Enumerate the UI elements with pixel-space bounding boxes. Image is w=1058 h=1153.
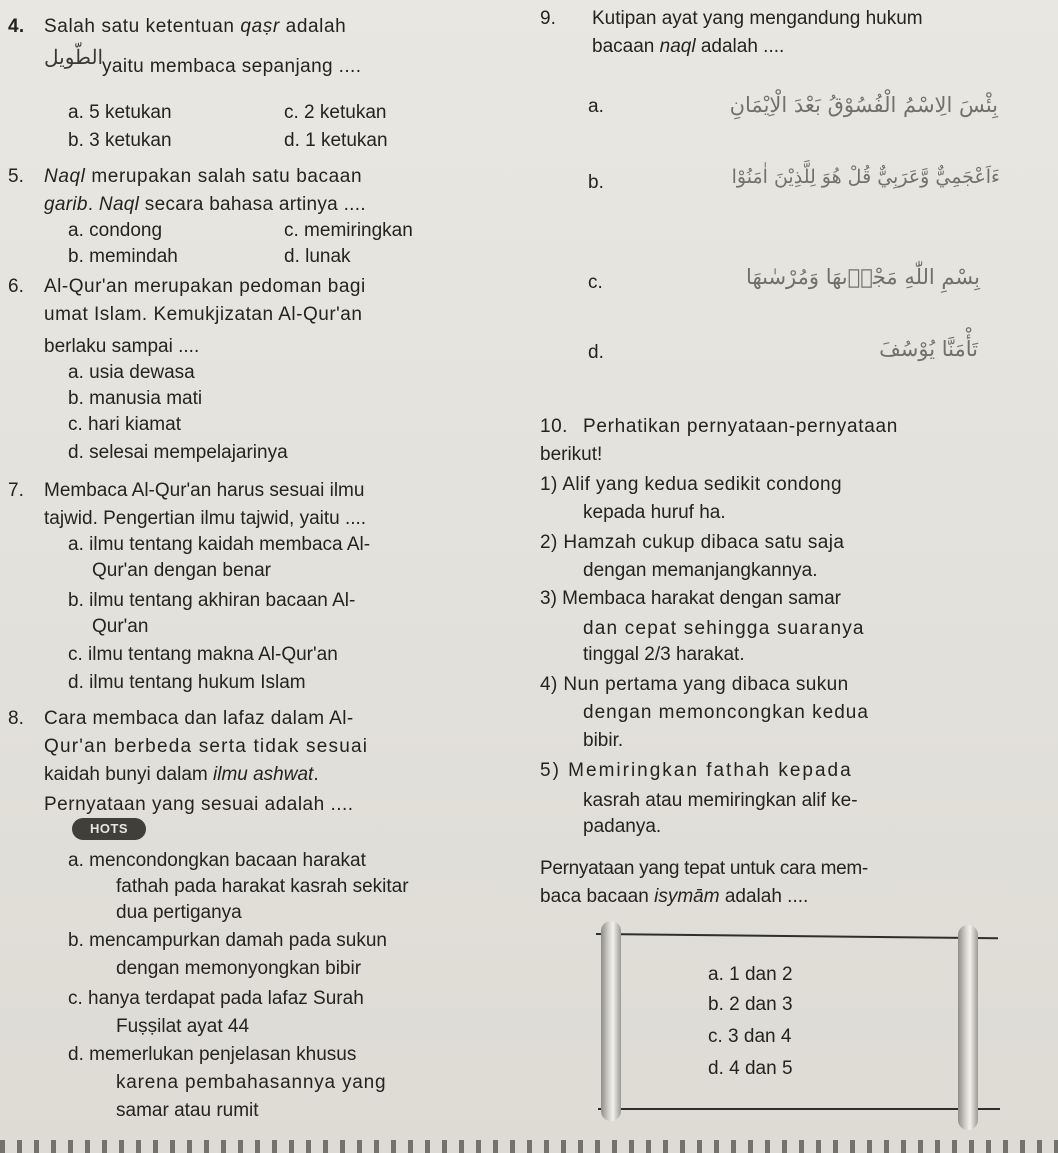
- statement-2-cont: dengan memanjangkannya.: [583, 560, 818, 581]
- option-d: d. selesai mempelajarinya: [68, 442, 288, 463]
- statement-5: 5) Memiringkan fathah kepada: [540, 760, 853, 781]
- option-b: b. mencampurkan damah pada sukun: [68, 930, 387, 951]
- option-d-arabic: تَأْمَنَّا يُوْسُفَ: [879, 337, 978, 361]
- arabic-term: الطّويل: [44, 45, 104, 69]
- scroll-rod-left: [601, 921, 621, 1121]
- statement-5-cont: kasrah atau memiringkan alif ke-: [583, 790, 858, 811]
- question-number: 4.: [8, 16, 25, 37]
- option-c-cont: Fuṣṣilat ayat 44: [116, 1016, 250, 1037]
- option-b: b. ilmu tentang akhiran bacaan Al-: [68, 590, 356, 611]
- question-text: berlaku sampai ....: [44, 336, 200, 357]
- statement-4-cont: dengan memoncongkan kedua: [583, 702, 869, 723]
- option-a: a. usia dewasa: [68, 362, 195, 383]
- option-b-cont: Qur'an: [92, 616, 149, 637]
- option-b-cont: dengan memonyongkan bibir: [116, 958, 362, 979]
- option-d-cont: samar atau rumit: [116, 1100, 259, 1121]
- question-text: bacaan naql adalah ....: [592, 36, 785, 57]
- option-b: b. 2 dan 3: [708, 994, 793, 1015]
- option-a: a. condong: [68, 220, 163, 241]
- question-text: Pernyataan yang tepat untuk cara mem-: [540, 858, 868, 879]
- question-text: Al-Qur'an merupakan pedoman bagi: [44, 276, 366, 297]
- statement-3: 3) Membaca harakat dengan samar: [540, 588, 841, 609]
- question-text: yaitu membaca sepanjang ....: [102, 56, 362, 77]
- statement-1-cont: kepada huruf ha.: [583, 502, 726, 523]
- option-c: c. memiringkan: [284, 220, 413, 241]
- question-text: Naql merupakan salah satu bacaan: [44, 166, 363, 187]
- question-text: kaidah bunyi dalam ilmu ashwat.: [44, 764, 319, 785]
- option-c: c. hari kiamat: [68, 414, 181, 435]
- options-box-top-border: [596, 933, 998, 939]
- option-c: c. 3 dan 4: [708, 1026, 792, 1047]
- option-d: d. 1 ketukan: [284, 130, 388, 151]
- question-text: Cara membaca dan lafaz dalam Al-: [44, 708, 354, 729]
- option-a-cont: dua pertiganya: [116, 902, 242, 923]
- question-number: 8.: [8, 708, 24, 729]
- statement-1: 1) Alif yang kedua sedikit condong: [540, 474, 842, 495]
- question-number: 5.: [8, 166, 24, 187]
- statement-3-cont: dan cepat sehingga suaranya: [583, 618, 865, 639]
- scroll-rod-right: [958, 925, 978, 1130]
- bottom-edge-text-fragment: [0, 1140, 1058, 1153]
- question-text: Perhatikan pernyataan-pernyataan: [583, 416, 898, 437]
- option-c-arabic: بِسْمِ اللّٰهِ مَجْرٖىهَا وَمُرْسٰىهَا: [746, 265, 980, 289]
- option-a: a. ilmu tentang kaidah membaca Al-: [68, 534, 371, 555]
- statement-5-cont: padanya.: [583, 816, 662, 837]
- question-text: tajwid. Pengertian ilmu tajwid, yaitu ....: [44, 508, 367, 529]
- option-b: b.: [588, 172, 604, 193]
- question-text: berikut!: [540, 444, 603, 465]
- option-b: b. memindah: [68, 246, 178, 267]
- option-c: c. hanya terdapat pada lafaz Surah: [68, 988, 364, 1009]
- statement-4-cont: bibir.: [583, 730, 624, 751]
- question-number: 6.: [8, 276, 24, 297]
- option-d: d. lunak: [284, 246, 351, 267]
- question-text: Membaca Al-Qur'an harus sesuai ilmu: [44, 480, 365, 501]
- option-b: b. manusia mati: [68, 388, 203, 409]
- option-a-cont: fathah pada harakat kasrah sekitar: [116, 876, 409, 897]
- question-text: garib. Naql secara bahasa artinya ....: [44, 194, 366, 215]
- option-d: d.: [588, 342, 604, 363]
- question-text: Kutipan ayat yang mengandung hukum: [592, 8, 923, 29]
- statement-2: 2) Hamzah cukup dibaca satu saja: [540, 532, 845, 553]
- options-box-bottom-border: [598, 1108, 1000, 1110]
- option-c: c. ilmu tentang makna Al-Qur'an: [68, 644, 338, 665]
- statement-4: 4) Nun pertama yang dibaca sukun: [540, 674, 849, 695]
- question-text: baca bacaan isymām adalah ....: [540, 886, 809, 907]
- option-c: c. 2 ketukan: [284, 102, 387, 123]
- option-d: d. ilmu tentang hukum Islam: [68, 672, 306, 693]
- option-a: a.: [588, 96, 604, 117]
- option-d: d. memerlukan penjelasan khusus: [68, 1044, 357, 1065]
- option-d-cont: karena pembahasannya yang: [116, 1072, 387, 1093]
- question-number: 9.: [540, 8, 556, 29]
- question-number: 10.: [540, 416, 568, 437]
- statement-3-cont: tinggal 2/3 harakat.: [583, 644, 745, 665]
- option-a: a. 1 dan 2: [708, 964, 793, 985]
- option-a-cont: Qur'an dengan benar: [92, 560, 271, 581]
- option-c: c.: [588, 272, 603, 293]
- question-number: 7.: [8, 480, 24, 501]
- option-a: a. mencondongkan bacaan harakat: [68, 850, 366, 871]
- question-text: Pernyataan yang sesuai adalah ....: [44, 794, 354, 815]
- option-a-arabic: بِئْسَ الِاسْمُ الْفُسُوْقُ بَعْدَ الْاِيْمَانِ: [729, 93, 998, 117]
- question-text: Salah satu ketentuan qaṣr adalah: [44, 16, 347, 37]
- question-text: Qur'an berbeda serta tidak sesuai: [44, 736, 369, 757]
- option-b-arabic: ءَاَعْجَمِيٌّ وَّعَرَبِيٌّ قُلْ هُوَ لِلَّذِيْنَ اٰمَنُوْا: [731, 166, 1000, 188]
- option-d: d. 4 dan 5: [708, 1058, 793, 1079]
- question-text: umat Islam. Kemukjizatan Al-Qur'an: [44, 304, 363, 325]
- option-b: b. 3 ketukan: [68, 130, 172, 151]
- hots-badge: HOTS: [72, 818, 146, 840]
- option-a: a. 5 ketukan: [68, 102, 172, 123]
